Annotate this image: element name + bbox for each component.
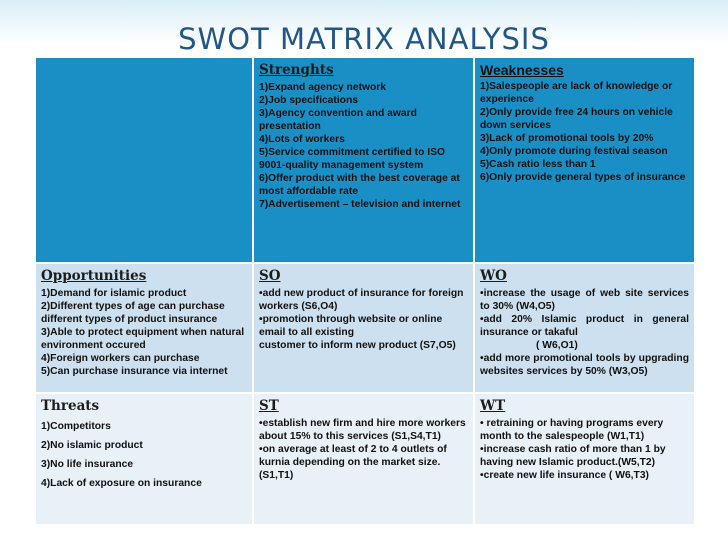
swot-row-threats bbox=[35, 393, 695, 525]
weakness-item: 5)Cash ratio less than 1 bbox=[480, 159, 596, 170]
wt-item: •create new life insurance ( W6,T3) bbox=[480, 470, 649, 481]
swot-matrix-table bbox=[34, 56, 696, 526]
strength-item: 6)Offer product with the best coverage at most affordable rate bbox=[259, 173, 460, 197]
wo-item: •add more promotional tools by upgrading websites services by 50% (W3,O5) bbox=[480, 353, 689, 377]
wo-strategy-cell bbox=[474, 263, 695, 393]
threats-cell bbox=[35, 393, 253, 525]
weakness-item: 4)Only promote during festival season bbox=[480, 146, 668, 157]
opportunity-item: 5)Can purchase insurance via internet bbox=[41, 366, 228, 377]
strength-item: 2)Job specifications bbox=[259, 95, 358, 106]
page-title: SWOT MATRIX ANALYSIS bbox=[178, 22, 550, 56]
opportunity-item: 3)Able to protect equipment when natural environment occured bbox=[41, 327, 245, 351]
threat-item: 3)No life insurance bbox=[41, 459, 134, 470]
opportunities-heading: Opportunities bbox=[41, 268, 147, 284]
wo-item: •add 20% Islamic product in general insurance or takaful bbox=[480, 314, 689, 338]
so-item: •promotion through website or online email to all existing bbox=[259, 314, 443, 338]
wt-heading: WT bbox=[480, 398, 506, 414]
weaknesses-cell bbox=[474, 57, 695, 263]
wo-heading: WO bbox=[480, 268, 507, 284]
wt-strategy-cell bbox=[474, 393, 695, 525]
so-item: customer to inform new product (S7,O5) bbox=[259, 340, 456, 351]
weakness-item: 6)Only provide general types of insurance bbox=[480, 172, 686, 183]
st-strategy-cell bbox=[253, 393, 474, 525]
strength-item: 5)Service commitment certified to ISO 9001-quality management system bbox=[259, 147, 445, 171]
weakness-item: 3)Lack of promotional tools by 20% bbox=[480, 133, 654, 144]
strength-item: 4)Lots of workers bbox=[259, 134, 345, 145]
strengths-heading: Strenghts bbox=[259, 62, 334, 78]
wt-item: •increase cash ratio of more than 1 by having new Islamic product.(W5,T2) bbox=[480, 444, 666, 468]
so-strategy-cell bbox=[253, 263, 474, 393]
so-item: •add new product of insurance for foreign workers (S6,O4) bbox=[259, 288, 464, 312]
weakness-item: 1)Salespeople are lack of knowledge or experience bbox=[480, 81, 673, 105]
opportunity-item: 2)Different types of age can purchase different types of product insurance bbox=[41, 301, 225, 325]
threat-item: 2)No islamic product bbox=[41, 440, 143, 451]
weakness-item: 2)Only provide free 24 hours on vehicle down services bbox=[480, 107, 673, 131]
st-item: •on average at least of 2 to 4 outlets of kurnia depending on the market size. (S1,T1) bbox=[259, 444, 447, 481]
threat-item: 1)Competitors bbox=[41, 421, 111, 432]
weaknesses-heading: Weaknesses bbox=[480, 62, 564, 78]
wo-item: •increase the usage of web site services to 30% (W4,O5) bbox=[480, 288, 689, 312]
st-heading: ST bbox=[259, 398, 279, 414]
strength-item: 7)Advertisement – television and internet bbox=[259, 199, 461, 210]
empty-corner-cell bbox=[35, 57, 253, 263]
opportunity-item: 1)Demand for islamic product bbox=[41, 288, 187, 299]
so-heading: SO bbox=[259, 268, 281, 284]
wo-item: ( W6,O1) bbox=[536, 340, 578, 351]
threat-item: 4)Lack of exposure on insurance bbox=[41, 478, 202, 489]
strength-item: 1)Expand agency network bbox=[259, 82, 387, 93]
st-item: •establish new firm and hire more workers about 15% to this services (S1,S4,T1) bbox=[259, 418, 466, 442]
strengths-cell bbox=[253, 57, 474, 263]
strength-item: 3)Agency convention and award presentation bbox=[259, 108, 417, 132]
wt-item: • retraining or having programs every month to the salespeople (W1,T1) bbox=[480, 418, 664, 442]
opportunity-item: 4)Foreign workers can purchase bbox=[41, 353, 200, 364]
swot-row-header bbox=[35, 57, 695, 263]
threats-heading: Threats bbox=[41, 398, 100, 414]
swot-row-opportunities bbox=[35, 263, 695, 393]
opportunities-cell bbox=[35, 263, 253, 393]
